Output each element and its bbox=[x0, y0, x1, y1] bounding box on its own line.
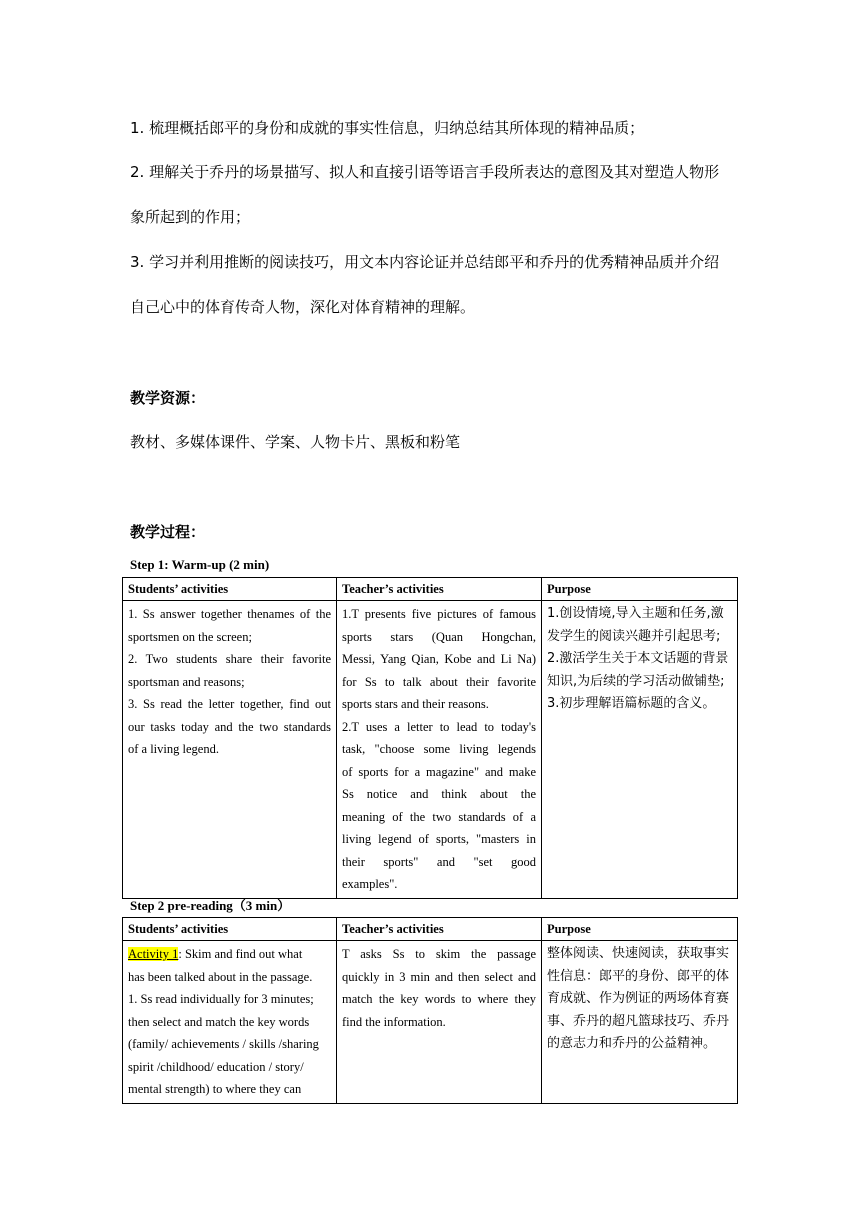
text-line: (family/ achievements / skills /sharing bbox=[128, 1037, 319, 1051]
step1-teacher-cell bbox=[337, 601, 542, 899]
text-line: Ss notice and think about the bbox=[342, 787, 536, 801]
text-line: task, "choose some living legends bbox=[342, 742, 536, 756]
text-line: 知识,为后续的学习活动做铺垫; bbox=[547, 673, 725, 689]
objective-2-line-1: 2. 理解关于乔丹的场景描写、拟人和直接引语等语言手段所表达的意图及其对塑造人物形 bbox=[130, 163, 720, 181]
text-line: find the information. bbox=[342, 1014, 446, 1029]
text-line: mental strength) to where they can bbox=[128, 1082, 302, 1096]
text-line: meaning of the two standards of a bbox=[342, 809, 536, 824]
text-line: T asks Ss to skim the passage bbox=[342, 947, 536, 961]
text-line: 的意志力和乔丹的公益精神。 bbox=[547, 1036, 717, 1051]
text-line: 3. Ss read the letter together, find out bbox=[128, 697, 331, 711]
step1-header-students: Students’ activities bbox=[123, 578, 337, 601]
text-line: living legend of sports, "masters in bbox=[342, 832, 536, 846]
step1-header-row bbox=[123, 578, 738, 601]
text-line: has been talked about in the passage. bbox=[128, 969, 313, 984]
step2-header-teacher: Teacher’s activities bbox=[337, 918, 542, 941]
objective-3-line-1: 3. 学习并利用推断的阅读技巧，用文本内容论证并总结郎平和乔丹的优秀精神品质并介绍 bbox=[130, 253, 720, 271]
objective-2 bbox=[130, 162, 740, 227]
step2-title: Step 2 pre-reading（3 min） bbox=[130, 898, 291, 913]
text-line: 1. Ss read individually for 3 minutes; bbox=[128, 992, 314, 1006]
text-line: 2.T uses a letter to lead to today's bbox=[342, 719, 536, 734]
text-line: of a living legend. bbox=[128, 742, 219, 756]
step2-header-purpose: Purpose bbox=[542, 918, 738, 941]
text-line: 1.创设情境,导入主题和任务,激 bbox=[547, 606, 724, 621]
step2-header-students: Students’ activities bbox=[123, 918, 337, 941]
step2-purpose-cell bbox=[542, 941, 738, 1104]
step1-header-teacher: Teacher’s activities bbox=[337, 578, 542, 601]
text-line: sports stars and their reasons. bbox=[342, 697, 489, 711]
text-line: 2. Two students share their favorite bbox=[128, 652, 331, 666]
objective-3 bbox=[130, 252, 740, 317]
text-line: 3.初步理解语篇标题的含义。 bbox=[547, 696, 716, 711]
step1-content-row bbox=[123, 601, 738, 899]
text-line: 性信息：郎平的身份、郎平的体 bbox=[547, 968, 730, 984]
text-line: spirit /childhood/ education / story/ bbox=[128, 1059, 304, 1074]
text-line: 育成就、作为例证的两场体育赛 bbox=[547, 991, 730, 1006]
step2-teacher-cell bbox=[337, 941, 542, 1104]
text-line: of sports for a magazine" and make bbox=[342, 764, 536, 779]
step1-table bbox=[122, 577, 738, 899]
text-line: sportsmen on the screen; bbox=[128, 629, 252, 644]
step1-title: Step 1: Warm-up (2 min) bbox=[130, 557, 270, 572]
activity-1-text: : Skim and find out what bbox=[178, 947, 303, 961]
text-line: examples". bbox=[342, 877, 398, 891]
text-line: 事、乔丹的超凡篮球技巧、乔丹 bbox=[547, 1013, 730, 1029]
step2-students-cell bbox=[123, 941, 337, 1104]
activity-line bbox=[128, 943, 331, 966]
text-line: 1. Ss answer together thenames of the bbox=[128, 607, 331, 621]
activity-1-label: Activity 1 bbox=[128, 947, 179, 961]
text-line: Messi, Yang Qian, Kobe and Li Na) bbox=[342, 652, 536, 666]
step2-content-row bbox=[123, 941, 738, 1104]
text-line: quickly in 3 min and then select and bbox=[342, 969, 536, 984]
step2-table bbox=[122, 917, 738, 1104]
text-line: 整体阅读、快速阅读，获取事实 bbox=[547, 946, 730, 961]
objective-1-line-1: 1. 梳理概括郎平的身份和成就的事实性信息，归纳总结其所体现的精神品质； bbox=[130, 119, 645, 137]
text-line: 发学生的阅读兴趣并引起思考; bbox=[547, 628, 721, 644]
objective-3-line-2: 自己心中的体育传奇人物，深化对体育精神的理解。 bbox=[130, 298, 476, 316]
text-line: 1.T presents five pictures of famous bbox=[342, 607, 536, 621]
step1-header-purpose: Purpose bbox=[542, 578, 738, 601]
step1-purpose-cell bbox=[542, 601, 738, 899]
text-line: for Ss to talk about their favorite bbox=[342, 674, 536, 689]
text-line: sportsman and reasons; bbox=[128, 674, 245, 689]
process-heading: 教学过程： bbox=[130, 523, 206, 541]
objective-2-line-2: 象所起到的作用； bbox=[130, 208, 251, 226]
text-line: 2.激活学生关于本文话题的背景 bbox=[547, 651, 729, 666]
text-line: their sports" and "set good bbox=[342, 854, 536, 869]
text-line: then select and match the key words bbox=[128, 1014, 310, 1029]
objective-1 bbox=[130, 118, 740, 138]
text-line: sports stars (Quan Hongchan, bbox=[342, 629, 536, 644]
step2-header-row bbox=[123, 918, 738, 941]
resources-text: 教材、多媒体课件、学案、人物卡片、黑板和粉笔 bbox=[130, 433, 461, 451]
text-line: match the key words to where they bbox=[342, 992, 536, 1006]
text-line: our tasks today and the two standards bbox=[128, 719, 331, 734]
step1-students-cell bbox=[123, 601, 337, 899]
resources-heading: 教学资源： bbox=[130, 389, 206, 407]
